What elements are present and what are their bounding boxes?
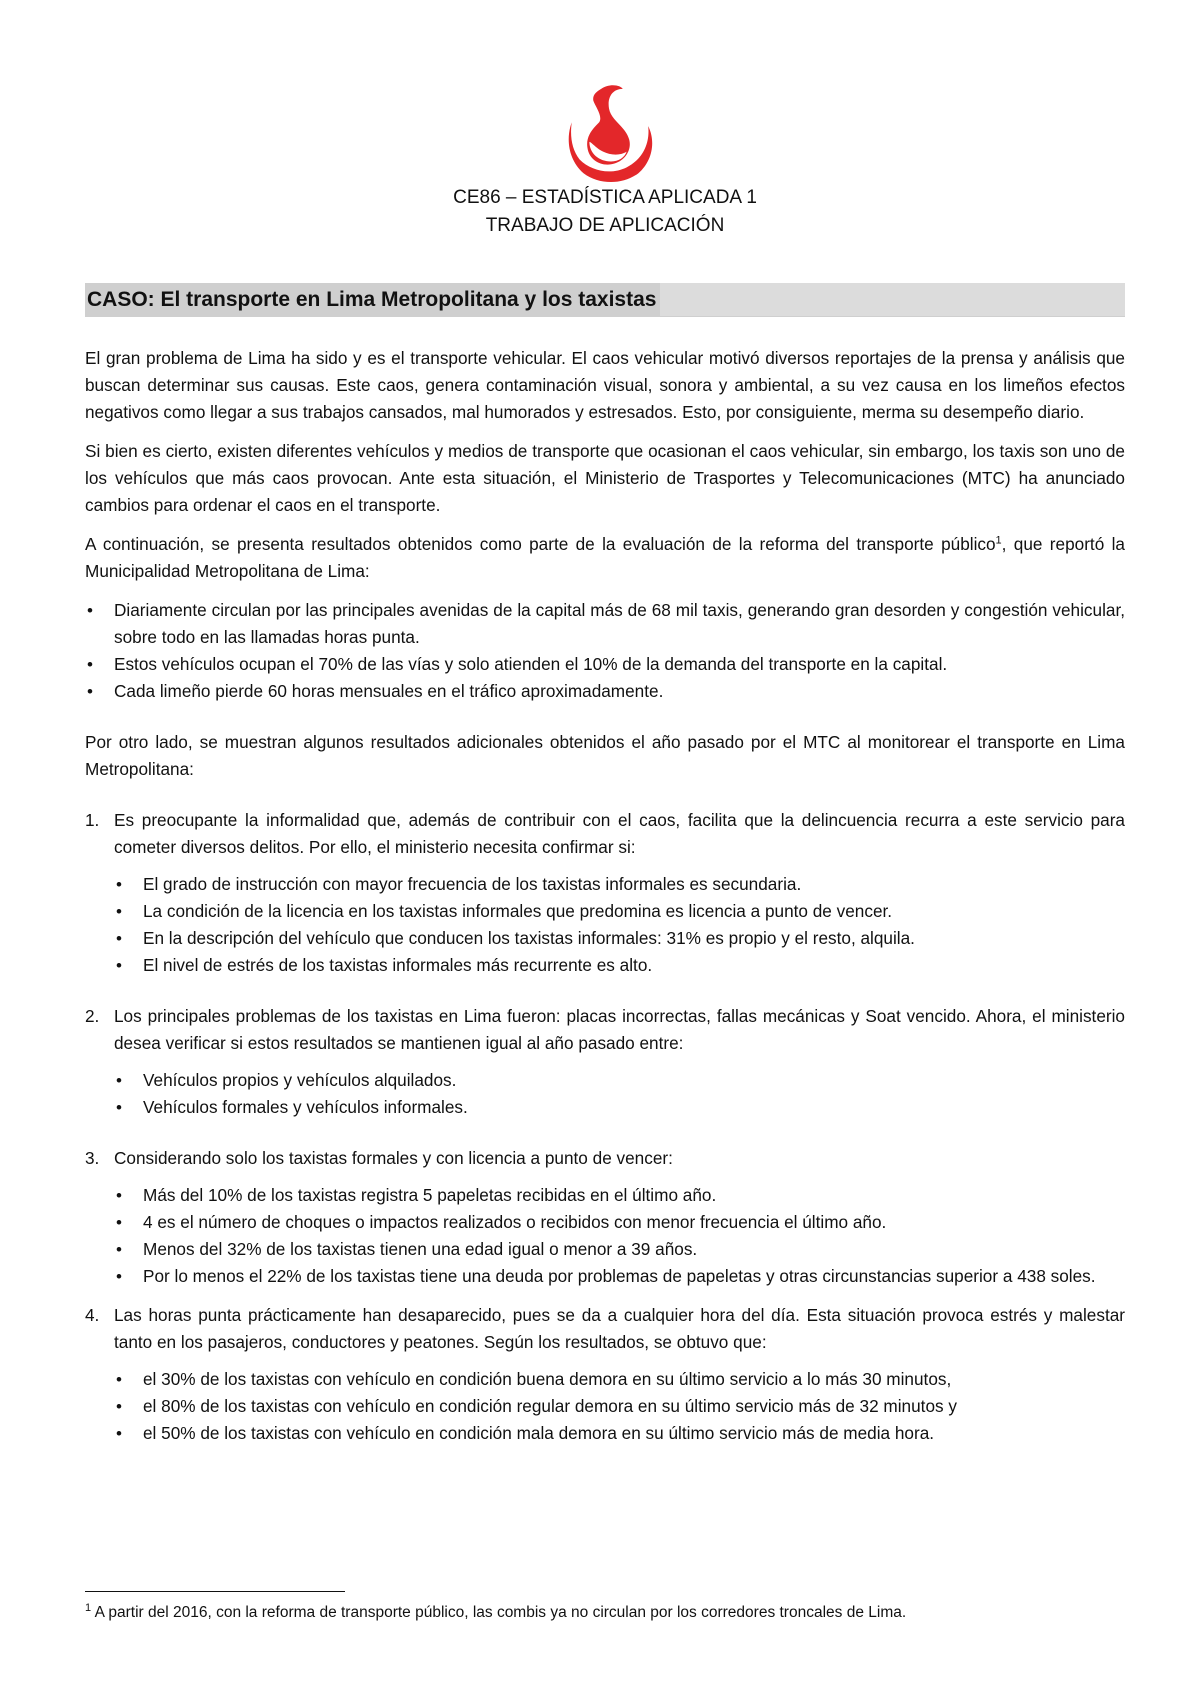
results-intro-paragraph — [85, 531, 1125, 585]
list-item: • La condición de la licencia en los taxistas informales que predomina es licencia a punto de vencer. — [114, 898, 1125, 925]
list-item: • Vehículos propios y vehículos alquilados. — [114, 1067, 1125, 1094]
item-bullet-list — [114, 871, 1125, 979]
list-item: • El grado de instrucción con mayor frecuencia de los taxistas informales es secundaria. — [114, 871, 1125, 898]
numbered-item-1 — [85, 807, 1125, 991]
list-item: • El nivel de estrés de los taxistas informales más recurrente es alto. — [114, 952, 1125, 979]
results-intro-text: A continuación, se presenta resultados obtenidos como parte de la evaluación de la reforma del transporte público — [85, 534, 996, 554]
item-text: Es preocupante la informalidad que, además de contribuir con el caos, facilita que la delincuencia recurra a este servicio para cometer diversos delitos. Por ello, el ministerio necesita confirmar si: — [114, 810, 1125, 857]
list-item: • el 50% de los taxistas con vehículo en condición mala demora en su último servicio más de media hora. — [114, 1420, 1125, 1447]
item-bullet-list — [114, 1182, 1125, 1290]
footnote — [85, 1602, 1125, 1624]
list-item: • Estos vehículos ocupan el 70% de las vías y solo atienden el 10% de la demanda del transporte en la capital. — [85, 651, 1125, 678]
list-item: • Cada limeño pierde 60 horas mensuales en el tráfico aproximadamente. — [85, 678, 1125, 705]
list-item: • el 80% de los taxistas con vehículo en condición regular demora en su último servicio más de 32 minutos y — [114, 1393, 1125, 1420]
list-item: • Menos del 32% de los taxistas tienen una edad igual o menor a 39 años. — [114, 1236, 1125, 1263]
item-text: Considerando solo los taxistas formales y con licencia a punto de vencer: — [114, 1148, 673, 1168]
item-bullet-list — [114, 1067, 1125, 1121]
item-number: 2. — [85, 1006, 100, 1026]
intro-paragraph-1: El gran problema de Lima ha sido y es el transporte vehicular. El caos vehicular motivó diversos reportajes de la prensa y análisis que buscan determinar sus causas. Este caos, genera contaminación visual, sonora y ambiental, a su vez causa en los limeños efectos negativos como llegar a sus trabajos cansados, mal humorados y estresados. Esto, por consiguiente, merma su desempeño diario. — [85, 348, 1125, 422]
list-item: • 4 es el número de choques o impactos realizados o recibidos con menor frecuencia el último año. — [114, 1209, 1125, 1236]
course-title: CE86 – ESTADÍSTICA APLICADA 1 — [453, 187, 757, 208]
list-item: • Por lo menos el 22% de los taxistas tiene una deuda por problemas de papeletas y otras circunstancias superior a 438 soles. — [114, 1263, 1125, 1290]
item-text: Los principales problemas de los taxistas en Lima fueron: placas incorrectas, fallas mecánicas y Soat vencido. Ahora, el ministerio desea verificar si estos resultados se mantienen igual al año pasado entre: — [114, 1006, 1125, 1053]
numbered-list — [85, 807, 1125, 1447]
item-bullet-list — [114, 1366, 1125, 1447]
document-subtitle: TRABAJO DE APLICACIÓN — [485, 215, 725, 236]
case-title-bar — [85, 283, 1125, 317]
item-number: 3. — [85, 1148, 100, 1168]
numbered-item-3 — [85, 1145, 1125, 1290]
list-item: • En la descripción del vehículo que conducen los taxistas informales: 31% es propio y el resto, alquila. — [114, 925, 1125, 952]
item-number: 4. — [85, 1305, 100, 1325]
footnote-text: A partir del 2016, con la reforma de transporte público, las combis ya no circulan por los corredores troncales de Lima. — [91, 1604, 907, 1621]
university-flame-logo-icon — [560, 82, 658, 186]
results-intro-tail: , que reportó la Municipalidad Metropolitana de Lima: — [85, 534, 1125, 581]
footnote-separator — [85, 1591, 345, 1592]
numbered-item-2 — [85, 1003, 1125, 1133]
intro-paragraph-2: Si bien es cierto, existen diferentes vehículos y medios de transporte que ocasionan el caos vehicular, sin embargo, los taxis son uno de los vehículos que más caos provocan. Ante esta situación, el Ministerio de Trasportes y Telecomunicaciones (MTC) ha anunciado cambios para ordenar el caos en el transporte. — [85, 441, 1125, 515]
footnote-reference: 1 — [995, 534, 1002, 547]
numbered-item-4 — [85, 1302, 1125, 1447]
list-item: • el 30% de los taxistas con vehículo en condición buena demora en su último servicio a lo más 30 minutos, — [114, 1366, 1125, 1393]
list-item: • Más del 10% de los taxistas registra 5 papeletas recibidas en el último año. — [114, 1182, 1125, 1209]
list-item: • Diariamente circulan por las principales avenidas de la capital más de 68 mil taxis, generando gran desorden y congestión vehicular, sobre todo en las llamadas horas punta. — [85, 597, 1125, 651]
document-body — [85, 345, 1125, 1459]
document-header — [85, 184, 1125, 240]
list-item: • Vehículos formales y vehículos informales. — [114, 1094, 1125, 1121]
footnote-mark: 1 — [85, 1601, 92, 1614]
case-title: CASO: El transporte en Lima Metropolitana y los taxistas — [85, 283, 660, 316]
item-text: Las horas punta prácticamente han desaparecido, pues se da a cualquier hora del día. Esta situación provoca estrés y malestar tanto en los pasajeros, conductores y peatones. Según los resultados, se obtuvo que: — [114, 1305, 1125, 1352]
mtc-intro-paragraph: Por otro lado, se muestran algunos resultados adicionales obtenidos el año pasado por el MTC al monitorear el transporte en Lima Metropolitana: — [85, 732, 1125, 779]
item-number: 1. — [85, 810, 100, 830]
results-bullet-list — [85, 597, 1125, 705]
